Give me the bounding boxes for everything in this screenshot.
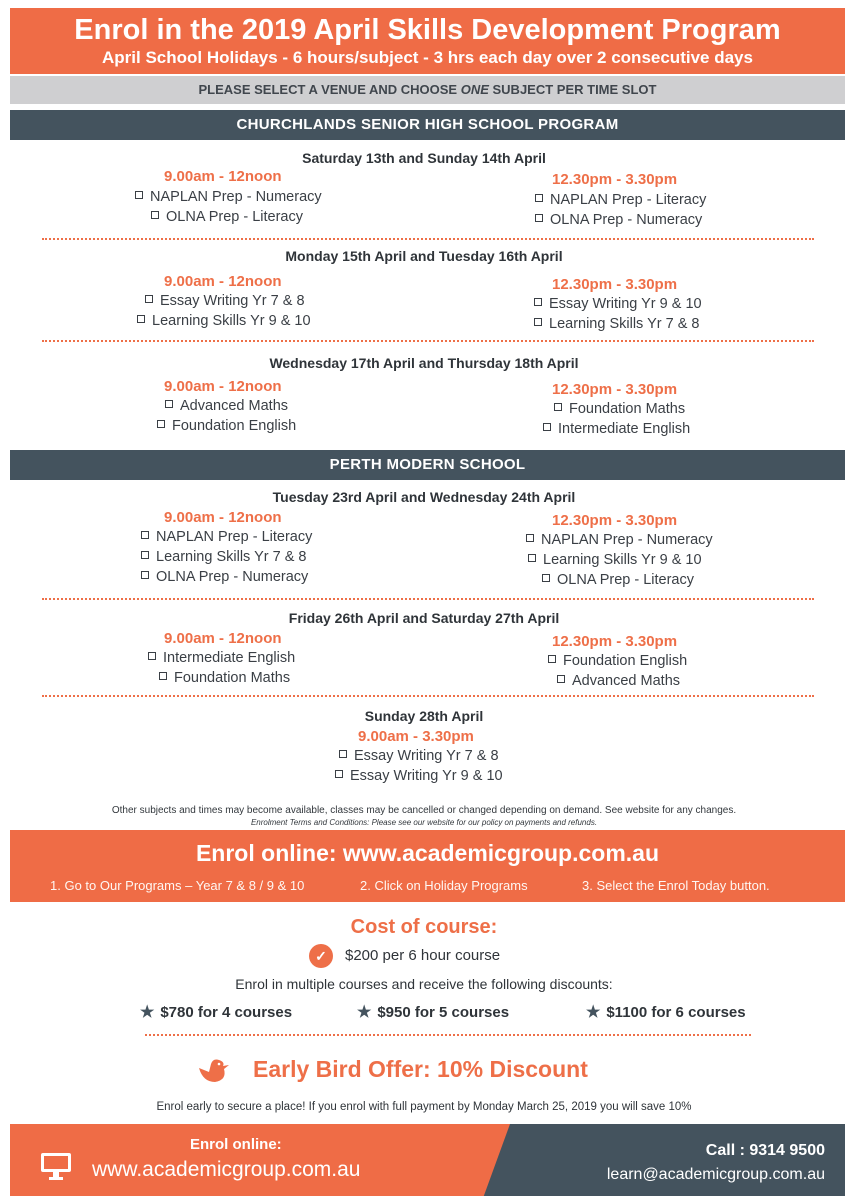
terms-note: Enrolment Terms and Conditions: Please see our website for our policy on payments and refunds. [250, 818, 598, 827]
footer-right-panel [484, 1124, 845, 1196]
pm-time-slot: 12.30pm - 3.30pm [552, 633, 678, 650]
subject-label: Learning Skills Yr 7 & 8 [549, 316, 700, 332]
am-time-slot: 9.00am - 12noon [164, 378, 282, 395]
session-date: Monday 15th April and Tuesday 16th April [285, 248, 563, 264]
dotted-divider [42, 340, 814, 342]
subject-option[interactable] [141, 549, 306, 565]
subject-label: Learning Skills Yr 7 & 8 [156, 549, 307, 565]
subject-label: Learning Skills Yr 9 & 10 [152, 313, 311, 329]
subject-option[interactable] [542, 572, 694, 588]
discount-item [140, 1002, 292, 1022]
subject-label: Intermediate English [558, 421, 691, 437]
dotted-divider [145, 1034, 751, 1036]
subject-label: Foundation English [172, 418, 297, 434]
checkbox[interactable] [335, 770, 343, 778]
checkbox[interactable] [557, 675, 565, 683]
checkbox[interactable] [526, 534, 534, 542]
subject-option[interactable] [528, 552, 702, 568]
subject-option[interactable] [151, 209, 303, 225]
discount-item [357, 1002, 509, 1022]
footer-email-link[interactable]: learn@academicgroup.com.au [606, 1166, 825, 1183]
star-icon: ★ [586, 1004, 601, 1021]
discount-label: $950 for 5 courses [377, 1004, 510, 1021]
early-bird-heading: Early Bird Offer: 10% Discount [253, 1056, 588, 1082]
instruction-emphasis: ONE [460, 82, 489, 97]
venue-header-perth-modern: PERTH MODERN SCHOOL [10, 450, 845, 480]
monitor-icon [40, 1152, 74, 1182]
subject-label: NAPLAN Prep - Numeracy [150, 189, 322, 205]
enrol-band [10, 830, 845, 902]
cost-heading: Cost of course: [350, 916, 498, 938]
bird-icon [197, 1054, 239, 1086]
pm-time-slot: 12.30pm - 3.30pm [552, 381, 678, 398]
checkbox[interactable] [151, 211, 159, 219]
checkbox[interactable] [141, 531, 149, 539]
availability-note: Other subjects and times may become available, classes may be cancelled or changed depending on demand. See website for any changes. [111, 805, 737, 816]
footer-phone[interactable]: Call : 9314 9500 [705, 1142, 825, 1159]
am-time-slot: 9.00am - 12noon [164, 168, 282, 185]
subject-label: OLNA Prep - Numeracy [156, 569, 309, 585]
discount-label: $780 for 4 courses [160, 1004, 293, 1021]
subject-label: NAPLAN Prep - Numeracy [541, 532, 713, 548]
subject-option[interactable] [165, 398, 288, 414]
subject-option[interactable] [335, 768, 503, 784]
enrol-step-3: 3. Select the Enrol Today button. [582, 878, 770, 893]
subject-option[interactable] [526, 532, 713, 548]
discount-label: $1100 for 6 courses [606, 1004, 746, 1021]
subject-option[interactable] [535, 212, 702, 228]
session-date: Saturday 13th and Sunday 14th April [302, 150, 546, 166]
checkmark-icon: ✓ [309, 944, 333, 968]
subject-label: Essay Writing Yr 7 & 8 [354, 748, 499, 764]
subject-label: OLNA Prep - Literacy [557, 572, 694, 588]
venue-header-churchlands: CHURCHLANDS SENIOR HIGH SCHOOL PROGRAM [10, 110, 845, 140]
subject-option[interactable] [137, 313, 311, 329]
subject-label: Essay Writing Yr 9 & 10 [549, 296, 702, 312]
subject-option[interactable] [157, 418, 296, 434]
enrol-step-2: 2. Click on Holiday Programs [360, 878, 528, 893]
checkbox[interactable] [548, 655, 556, 663]
footer-bar [10, 1124, 845, 1196]
instruction-bar [10, 76, 845, 104]
checkbox[interactable] [157, 420, 165, 428]
pm-time-slot: 12.30pm - 3.30pm [552, 276, 678, 293]
course-price: $200 per 6 hour course [345, 947, 501, 964]
dotted-divider [42, 695, 814, 697]
subject-label: Foundation Maths [569, 401, 686, 417]
session-date: Friday 26th April and Saturday 27th April [288, 610, 560, 626]
star-icon: ★ [357, 1004, 372, 1021]
checkbox[interactable] [554, 403, 562, 411]
checkbox[interactable] [148, 652, 156, 660]
subject-option[interactable] [141, 569, 308, 585]
pm-time-slot: 12.30pm - 3.30pm [552, 512, 678, 529]
subject-option[interactable] [159, 670, 290, 686]
subject-option[interactable] [548, 653, 687, 669]
discount-item [586, 1002, 746, 1022]
checkbox[interactable] [145, 295, 153, 303]
checkbox[interactable] [542, 574, 550, 582]
subject-label: Learning Skills Yr 9 & 10 [543, 552, 702, 568]
subject-label: NAPLAN Prep - Literacy [156, 529, 313, 545]
enrol-step-1: 1. Go to Our Programs – Year 7 & 8 / 9 & 10 [50, 878, 305, 893]
subject-option[interactable] [141, 529, 312, 545]
checkbox[interactable] [534, 318, 542, 326]
subject-option[interactable] [557, 673, 680, 689]
page-title: Enrol in the 2019 April Skills Development Program [74, 14, 781, 46]
subject-option[interactable] [535, 192, 706, 208]
dotted-divider [42, 598, 814, 600]
subject-option[interactable] [145, 293, 305, 309]
checkbox[interactable] [141, 571, 149, 579]
session-date: Wednesday 17th April and Thursday 18th April [269, 355, 579, 371]
instruction-text-end: SUBJECT PER TIME SLOT [488, 82, 657, 97]
checkbox[interactable] [534, 298, 542, 306]
subject-option[interactable] [554, 401, 685, 417]
checkbox[interactable] [159, 672, 167, 680]
session-date: Tuesday 23rd April and Wednesday 24th April [272, 489, 576, 505]
subject-option[interactable] [543, 421, 690, 437]
am-time-slot: 9.00am - 12noon [164, 509, 282, 526]
subject-label: NAPLAN Prep - Literacy [550, 192, 707, 208]
session-date: Sunday 28th April [364, 708, 484, 724]
star-icon: ★ [140, 1004, 155, 1021]
subject-label: Advanced Maths [572, 673, 681, 689]
checkbox[interactable] [528, 554, 536, 562]
checkbox[interactable] [535, 194, 543, 202]
am-time-slot: 9.00am - 12noon [164, 630, 282, 647]
footer-website-link[interactable]: www.academicgroup.com.au [92, 1158, 361, 1181]
subject-option[interactable] [135, 189, 322, 205]
footer-enrol-label: Enrol online: [190, 1136, 282, 1153]
subject-label: Foundation English [563, 653, 688, 669]
checkbox[interactable] [339, 750, 347, 758]
enrol-online-heading[interactable]: Enrol online: www.academicgroup.com.au [195, 840, 660, 866]
full-day-time-slot: 9.00am - 3.30pm [358, 728, 474, 745]
subject-label: Advanced Maths [180, 398, 289, 414]
discount-intro: Enrol in multiple courses and receive the following discounts: [235, 976, 613, 992]
subject-label: OLNA Prep - Numeracy [550, 212, 703, 228]
subject-label: Intermediate English [163, 650, 296, 666]
dotted-divider [42, 238, 814, 240]
instruction-text-start: PLEASE SELECT A VENUE AND CHOOSE [198, 82, 461, 97]
subject-option[interactable] [148, 650, 295, 666]
page-subtitle: April School Holidays - 6 hours/subject - 3 hrs each day over 2 consecutive days [102, 48, 753, 67]
early-bird-text: Enrol early to secure a place! If you enrol with full payment by Monday March 25, 2019 you will save 10% [156, 1101, 692, 1113]
subject-option[interactable] [339, 748, 499, 764]
subject-option[interactable] [534, 296, 702, 312]
subject-label: Foundation Maths [174, 670, 291, 686]
checkbox[interactable] [535, 214, 543, 222]
checkbox[interactable] [543, 423, 551, 431]
subject-label: OLNA Prep - Literacy [166, 209, 303, 225]
am-time-slot: 9.00am - 12noon [164, 273, 282, 290]
checkbox[interactable] [137, 315, 145, 323]
subject-option[interactable] [534, 316, 699, 332]
header-banner [10, 8, 845, 74]
subject-label: Essay Writing Yr 9 & 10 [350, 768, 503, 784]
subject-label: Essay Writing Yr 7 & 8 [160, 293, 305, 309]
pm-time-slot: 12.30pm - 3.30pm [552, 171, 678, 188]
checkbox[interactable] [141, 551, 149, 559]
checkbox[interactable] [135, 191, 143, 199]
checkbox[interactable] [165, 400, 173, 408]
